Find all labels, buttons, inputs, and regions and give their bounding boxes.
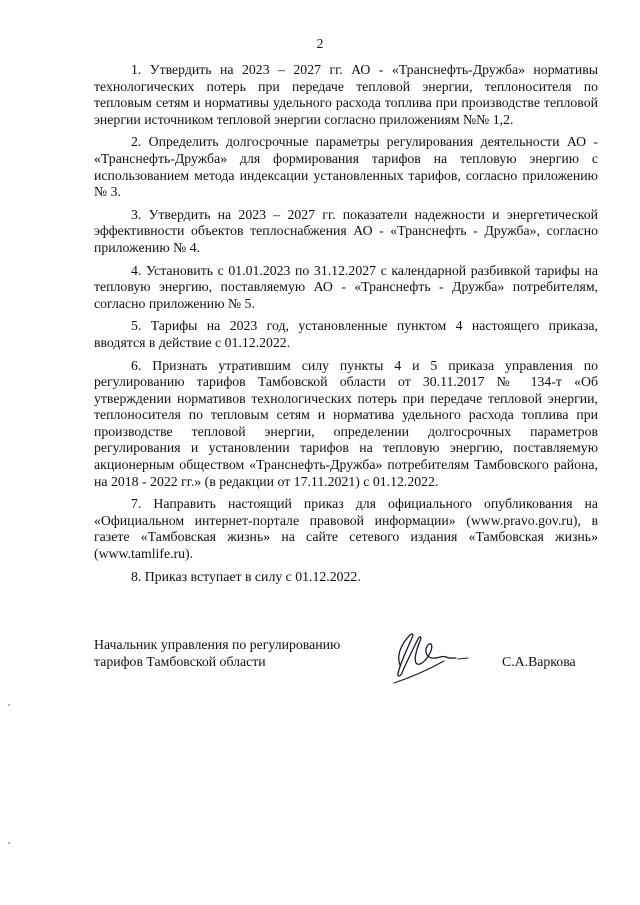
paragraph-7: 7. Направить настоящий приказ для официального опубликования на «Официальном интернет-портале правовой информации» (www.pravo.gov.ru), в газете «Тамбовская жизнь» на сайте сетевого издания «Тамбовская жизнь» (www.tamlife.ru). (94, 496, 598, 562)
paragraph-2: 2. Определить долгосрочные параметры регулирования деятельности АО - «Транснефть-Дружба» для формирования тарифов на тепловую энергию с использованием метода индексации установленных тарифов, согласно приложению № 3. (94, 134, 598, 200)
page-number: 2 (316, 36, 324, 51)
signer-title (94, 637, 394, 670)
signature-block (94, 637, 598, 697)
paragraph-1: 1. Утвердить на 2023 – 2027 гг. АО - «Транснефть-Дружба» нормативы технологических потерь при передаче тепловой энергии, теплоносителя по тепловым сетям и нормативы удельного расхода топлива при производстве тепловой энергии источником тепловой энергии согласно приложениям №№ 1,2. (94, 62, 598, 127)
scan-speck (8, 842, 10, 844)
handwritten-signature-icon (386, 625, 476, 687)
paragraph-4: 4. Установить с 01.01.2023 по 31.12.2027 с календарной разбивкой тарифы на тепловую энергию, поставляемую АО - «Транснефть - Дружба» потребителям, согласно приложению № 5. (94, 262, 598, 311)
paragraph-6: 6. Признать утратившим силу пункты 4 и 5 приказа управления по регулированию тарифов Тамбовской области от 30.11.2017 № 134-т «Об утверждении нормативов технологических потерь при передаче тепловой энергии, теплоносителя по тепловым сетям и норматива удельного расхода топлива при производстве тепловой энергии, определении долгосрочных параметров регулирования и установлении тарифов на тепловую энергию, поставляемую акционерным обществом «Транснефть-Дружба» потребителям Тамбовского района, на 2018 - 2022 гг.» (в редакции от 17.11.2021) с 01.12.2022. (94, 357, 598, 489)
paragraph-5: 5. Тарифы на 2023 год, установленные пунктом 4 настоящего приказа, вводятся в действие с 01.12.2022. (94, 318, 598, 350)
order-body (94, 62, 598, 591)
signer-title-line-2: тарифов Тамбовской области (94, 653, 266, 669)
scan-speck (8, 704, 10, 706)
paragraph-3: 3. Утвердить на 2023 – 2027 гг. показатели надежности и энергетической эффективности объектов теплоснабжения АО - «Транснефть - Дружба», согласно приложению № 4. (94, 206, 598, 255)
signer-name: С.А.Варкова (502, 654, 576, 669)
paragraph-8: 8. Приказ вступает в силу с 01.12.2022. (131, 568, 361, 584)
signer-title-line-1: Начальник управления по регулированию (94, 637, 341, 652)
